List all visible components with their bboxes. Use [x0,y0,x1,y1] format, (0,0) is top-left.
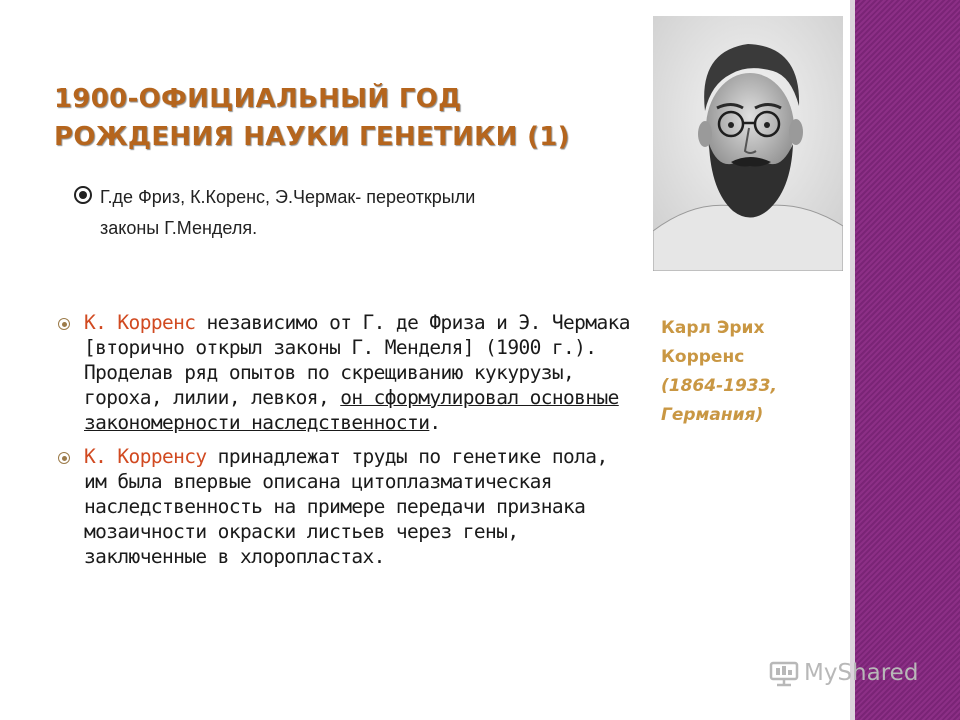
point-text-end: . [429,411,441,434]
caption-line-2: Корренс [661,347,745,367]
slide-title: 1900-ОФИЦИАЛЬНЫЙ ГОД РОЖДЕНИЯ НАУКИ ГЕНЕТИКИ (1) [54,84,570,152]
watermark-text: MyShared [804,660,919,686]
caption-line-3: (1864-1933, [661,376,777,396]
portrait-icon [653,16,843,271]
circle-bullet-icon [58,318,70,330]
bullet-list [58,310,633,578]
myshared-logo-icon [768,658,800,688]
point-text: принадлежат труды по генетике пола, им была впервые описана цитоплазматическая наследственность на примере передачи признака мозаичности окраски листьев через гены, заключенные в хлоропластах. [84,445,608,568]
intro-line-1: Г.де Фриз, К.Коренс, Э.Чермак- переоткрыли [100,187,476,207]
circle-bullet-icon [74,186,92,204]
point-text: независимо от Г. де Фриза и Э. Чермака [вторично открыл законы Г. Менделя] (1900 г.). Проделав ряд опытов по скрещиванию кукурузы, гороха, лилии, левкоя, [84,311,630,409]
watermark [768,657,918,689]
side-band-decoration [855,0,960,720]
intro-paragraph [74,182,634,244]
person-name: К. Корренс [84,311,196,334]
portrait-caption [661,314,841,430]
intro-line-2: законы Г.Менделя. [100,218,258,238]
circle-bullet-icon [58,452,70,464]
caption-line-4: Германия) [661,405,764,425]
caption-line-1: Карл Эрих [661,318,765,338]
underlined-text: он сформулировал основные закономерности наследственности [84,386,619,434]
list-item [58,444,633,569]
portrait-photo [653,16,843,271]
person-name: К. Корренсу [84,445,207,468]
list-item [58,310,633,435]
